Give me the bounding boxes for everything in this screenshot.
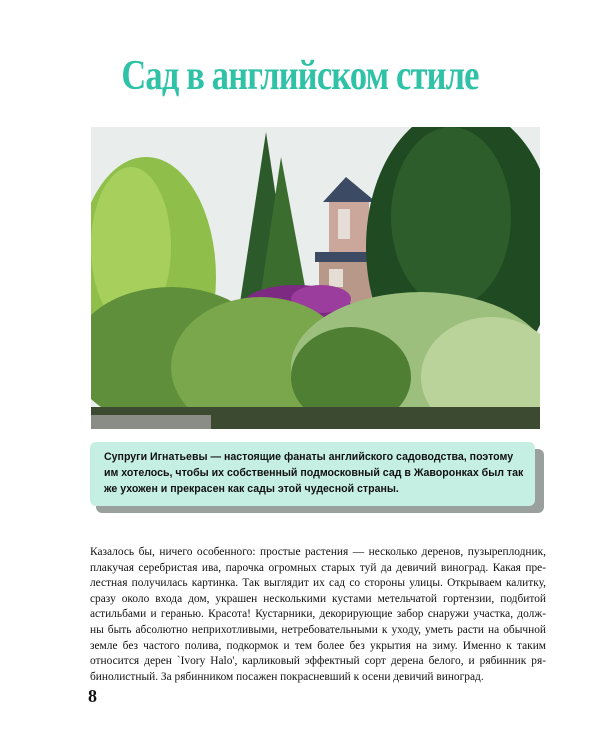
- callout-text: Супруги Игнатьевы — настоящие фанаты английского садоводства, поэтому им хотелось, чтобы их собственный подмосковный сад в Жаворонках был так же ухожен и прекрасен как сады этой чудесной страны.: [104, 451, 524, 495]
- body-line: земле без частого полива, подкормок и тем более без укрытия на зиму. Именно к таким: [90, 639, 546, 652]
- callout-box: [90, 442, 535, 506]
- page-title: Сад в английском стиле: [121, 53, 479, 99]
- body-line: бинолистный. За рябинником посажен покрасневший к осени девичий виноград.: [90, 670, 484, 683]
- body-line: плакучая серебристая ива, парочка огромных старых туй да девичий виноград. Какая пре-: [90, 561, 546, 574]
- article-body: [90, 545, 546, 685]
- body-line: Казалось бы, ничего особенного: простые растения — несколько деренов, пузыреплодник,: [90, 546, 546, 558]
- body-line: лестная получилась картинка. Так выглядит их сад со стороны улицы. Открываем калитку,: [90, 577, 546, 590]
- body-line: относится дерен `Ivory Halo', карликовый эффектный сорт дерена белого, и рябинник ря-: [90, 655, 546, 668]
- page-number: 8: [88, 686, 97, 706]
- garden-photo: [91, 127, 540, 429]
- body-line: ны быть абсолютно неприхотливыми, нетребовательными к уходу, уметь расти на обычной: [90, 623, 546, 636]
- body-line: сразу около входа дом, украшен несколькими кустами метельчатой гортензии, подбитой: [90, 592, 546, 605]
- body-line: астильбами и геранью. Красота! Кустарники, декорирующие забор снаружи участка, долж-: [90, 608, 546, 621]
